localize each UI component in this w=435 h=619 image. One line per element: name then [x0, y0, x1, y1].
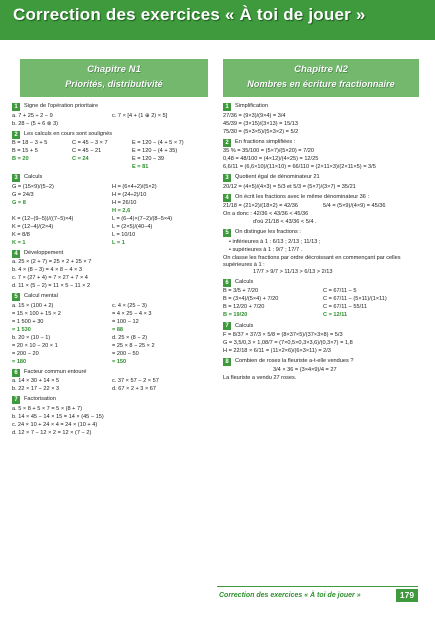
calc-line: 27/36 = (9×3)/(9×4) = 3/4	[223, 112, 286, 119]
exercise-number: 5	[223, 229, 231, 237]
result-line: = 180	[12, 358, 27, 365]
answer-line: a. 7 + 25 ÷ 2 − 9	[12, 112, 53, 119]
calc-line: C = 45 − 21	[72, 148, 102, 154]
result-line: L = 1	[112, 239, 125, 246]
chapter-header-n1	[20, 59, 208, 97]
calc-line: a. 15 × (100 + 2)	[12, 302, 54, 309]
result-line: = 1 530	[12, 326, 31, 333]
calc-line: 5/4 = (5×9)/(4×9) = 45/36	[323, 203, 386, 209]
result-line: B = 20	[12, 156, 29, 162]
right-column	[223, 103, 423, 385]
calc-line: G = (15×9)/(5−2)	[12, 183, 54, 190]
exercise-number: 3	[223, 174, 231, 182]
calc-line: B = (3×4)/(5×4) + 7/20	[223, 296, 279, 303]
calc-line: B = 12/20 + 7/20	[223, 304, 265, 311]
exercise-number: 3	[12, 174, 20, 182]
answer-line: c. 24 × 10 + 24 × 4 = 24 × (10 + 4)	[12, 421, 98, 428]
chapter-subtitle: Nombres en écriture fractionnaire	[247, 79, 395, 89]
calc-line: F = 8/37 × 37/3 × 5/8 = (8×37×5)/(37×3×8) = 5/3	[223, 331, 343, 338]
calc-line: = 200 − 50	[112, 350, 139, 357]
answer-line: c. 37 × 57 − 2 × 57	[112, 378, 159, 384]
result-line: B = 19/20	[223, 312, 248, 319]
exercise-title: On écrit les fractions avec le même dénominateur 36 :	[235, 193, 370, 200]
answer-line: d. 12 × 7 − 12 × 2 = 12 × (7 − 2)	[12, 429, 92, 436]
exercise-title: Calcul mental	[24, 293, 58, 300]
exercise-title: Facteur commun entouré	[24, 368, 87, 375]
exercise-title: Développement	[24, 249, 64, 256]
calc-line	[12, 164, 72, 172]
calc-line: C = 67/11 − 55/11	[323, 304, 367, 311]
exercise-title: Calculs	[235, 279, 254, 286]
answer-line: b. 14 × 45 − 14 × 15 = 14 × (45 − 15)	[12, 413, 104, 420]
calc-line: c. 4 × (25 − 3)	[112, 302, 147, 309]
calc-line: G = 24/3	[12, 191, 34, 198]
result-line: C = 24	[72, 156, 89, 162]
exercise-5	[12, 293, 212, 367]
exercise-title: En fractions simplifiées :	[235, 138, 296, 145]
exercise-title: Factorisation	[24, 396, 57, 403]
exercise-title: On distingue les fractions :	[235, 229, 301, 236]
exercise-number: 4	[12, 250, 20, 258]
calc-line: 20/12 = (4×5)/(4×3) = 5/3 et 5/3 = (5×7)/(3×7) = 35/21	[223, 183, 356, 190]
answer-line: a. 25 × (2 + 7) = 25 × 2 + 25 × 7	[12, 259, 92, 265]
calc-line	[72, 164, 132, 172]
answer-line: a. 5 × 8 + 5 × 7 = 5 × (8 + 7)	[12, 405, 82, 412]
calc-line: = 25 × 8 − 25 × 2	[112, 342, 155, 349]
chapter-subtitle: Priorités, distributivité	[65, 79, 163, 89]
exercise-title: Calculs	[24, 174, 43, 181]
exercise-number: 1	[223, 103, 231, 111]
exercise-8	[223, 358, 423, 384]
calc-line: L = (2×5)/(40−4)	[112, 223, 153, 230]
answer-line: a. 14 × 30 + 14 × 5	[12, 378, 60, 384]
calc-line: 35 % = 35/100 = (5×7)/(5×20) = 7/20	[223, 148, 314, 154]
exercise-title: Calculs	[235, 322, 254, 329]
page-number: 179	[396, 589, 418, 602]
exercise-number: 2	[12, 131, 20, 139]
paragraph: On classe les fractions par ordre décroissant en commençant par celles supérieures à 1 :	[223, 254, 401, 268]
calc-line: 3/4 × 36 = (3×4×9)/4 = 27	[273, 367, 337, 374]
result-line: C = 12/11	[323, 312, 348, 319]
exercise-number: 5	[12, 293, 20, 301]
calc-line: B = 18 − 3 + 5	[12, 140, 48, 146]
exercise-4	[223, 194, 423, 228]
exercise-2	[12, 131, 212, 173]
calc-line: E = 120 − (4 + 5 × 7)	[132, 140, 184, 146]
calc-line: H = (6×4÷2)/(5×2)	[112, 183, 157, 190]
calc-line: 6,6/11 = (6,6×10)/(11×10) = 66/110 = (2×11×3)/(2×11×5) = 3/5	[223, 164, 376, 170]
calc-line: • inférieures à 1 : 6/13 ; 2/13 ; 11/13 ;	[229, 238, 321, 245]
answer-line: d. 11 × (5 − 2) = 11 × 5 − 11 × 2	[12, 283, 91, 289]
calc-line: C = 67/11 − 5	[323, 288, 357, 295]
calc-line: = 1 500 + 30	[12, 318, 44, 325]
answer-line: b. 28 − (5 + 6 ⊗ 3)	[12, 120, 59, 127]
exercise-1	[223, 103, 423, 137]
calc-line: C = 45 − 3 × 7	[72, 140, 108, 146]
answer-line: b. 22 × 17 − 22 × 3	[12, 386, 60, 392]
exercise-title: Les calculs en cours sont soulignés	[24, 130, 112, 137]
exercise-5	[223, 229, 423, 277]
answer-line: d. 67 × 2 + 3 × 67	[112, 386, 157, 392]
calc-line: K = 8/8	[12, 231, 30, 238]
result-line: = 150	[112, 358, 127, 365]
calc-line: K = (12−(9−5))/((7−5)×4)	[12, 215, 74, 222]
answer-line: c. 7 × [4 + (1 ⊕ 2) × 5]	[112, 112, 168, 119]
calc-line: 75/30 = (5×3×5)/(5×3×2) = 5/2	[223, 128, 299, 135]
result-line: H = 2,6	[112, 207, 131, 214]
exercise-4	[12, 250, 212, 292]
result-line: E = 81	[132, 164, 149, 170]
exercise-number: 7	[12, 396, 20, 404]
calc-line: b. 20 × (10 − 1)	[12, 334, 51, 341]
exercise-number: 6	[223, 279, 231, 287]
calc-line: d'où 21/18 < 43/36 < 5/4 .	[253, 219, 317, 225]
calc-line: d. 25 × (8 − 2)	[112, 334, 148, 341]
calc-line: H = 26/10	[112, 199, 137, 206]
calc-line: = 4 × 25 − 4 × 3	[112, 310, 152, 317]
calc-line: • supérieures à 1 : 9/7 ; 17/7 .	[229, 246, 303, 253]
exercise-number: 4	[223, 194, 231, 202]
calc-line: E = 120 − 39	[132, 156, 165, 162]
calc-line: = 100 − 12	[112, 318, 139, 325]
exercise-number: 8	[223, 358, 231, 366]
exercise-title: Simplification	[235, 103, 268, 110]
exercise-title: Signe de l'opération prioritaire	[24, 103, 99, 110]
calc-line: C = 67/11 − (5×11)/(1×11)	[323, 296, 387, 303]
calc-line: B = 3/5 + 7/20	[223, 288, 259, 295]
exercise-number: 2	[223, 139, 231, 147]
exercise-3	[12, 174, 212, 248]
calc-line: On a donc : 42/36 < 43/36 < 45/36	[223, 211, 309, 217]
calc-line: 17/7 > 9/7 > 11/13 > 6/13 > 2/13	[253, 268, 333, 275]
result-line: = 88	[112, 326, 124, 333]
calc-line: K = (12−4)/(2×4)	[12, 223, 54, 230]
exercise-title: Quotient égal de dénominateur 21	[235, 174, 320, 181]
exercise-number: 7	[223, 322, 231, 330]
exercise-number: 6	[12, 369, 20, 377]
calc-line: E = 120 − (4 + 35)	[132, 148, 178, 154]
footer-title: Correction des exercices « À toi de jouer »	[219, 592, 361, 599]
calc-line: 21/18 = (21×2)/(18×2) = 42/36	[223, 203, 298, 209]
exercise-1	[12, 103, 212, 129]
calc-line: = 15 × 100 + 15 × 2	[12, 310, 61, 317]
page-title: Correction des exercices « À toi de jouer »	[13, 5, 366, 24]
calc-line: = 200 − 20	[12, 350, 39, 357]
calc-line: G = 3,5/0,3 × 1,08/7 = (7×0,5×0,3×3,6)/(0,3×7) = 1,8	[223, 339, 353, 346]
chapter-title: Chapitre N2	[294, 64, 348, 75]
chapter-title: Chapitre N1	[87, 64, 141, 75]
page-footer	[217, 586, 418, 603]
chapter-header-n2	[223, 59, 419, 97]
answer-line: b. 4 × (8 − 3) = 4 × 8 − 4 × 3	[12, 267, 82, 273]
answer-line: c. 7 × (27 + 4) = 7 × 27 + 7 × 4	[12, 275, 88, 281]
exercise-6	[12, 369, 212, 395]
exercise-number: 1	[12, 103, 20, 111]
calc-line: 0,48 = 48/100 = (4×12)/(4×25) = 12/25	[223, 156, 319, 162]
calc-line: B = 15 + 5	[12, 148, 38, 154]
calc-line: L = (6−4)×(7−2)/(8−5×4)	[112, 215, 173, 222]
title-banner	[0, 0, 435, 40]
exercise-title: Combien de roses la fleuriste a-t-elle vendues ?	[235, 358, 354, 365]
exercise-3	[223, 174, 423, 192]
calc-line	[12, 208, 112, 216]
exercise-7	[12, 396, 212, 438]
left-column	[12, 103, 212, 440]
calc-line: 45/39 = (3×15)/(3×13) = 15/13	[223, 120, 298, 127]
exercise-6	[223, 279, 423, 321]
exercise-7	[223, 322, 423, 356]
answer-sentence: La fleuriste a vendu 27 roses.	[223, 375, 297, 382]
result-line: K = 1	[12, 239, 26, 246]
calc-line: H = 22/18 × 6/11 = (11×2×6)/(6×3×11) = 2/3	[223, 347, 331, 354]
calc-line: L = 10/10	[112, 231, 136, 238]
exercise-2	[223, 139, 423, 173]
calc-line: = 20 × 10 − 20 × 1	[12, 342, 58, 349]
result-line: G = 8	[12, 199, 26, 206]
calc-line: H = (24÷2)/10	[112, 191, 147, 198]
